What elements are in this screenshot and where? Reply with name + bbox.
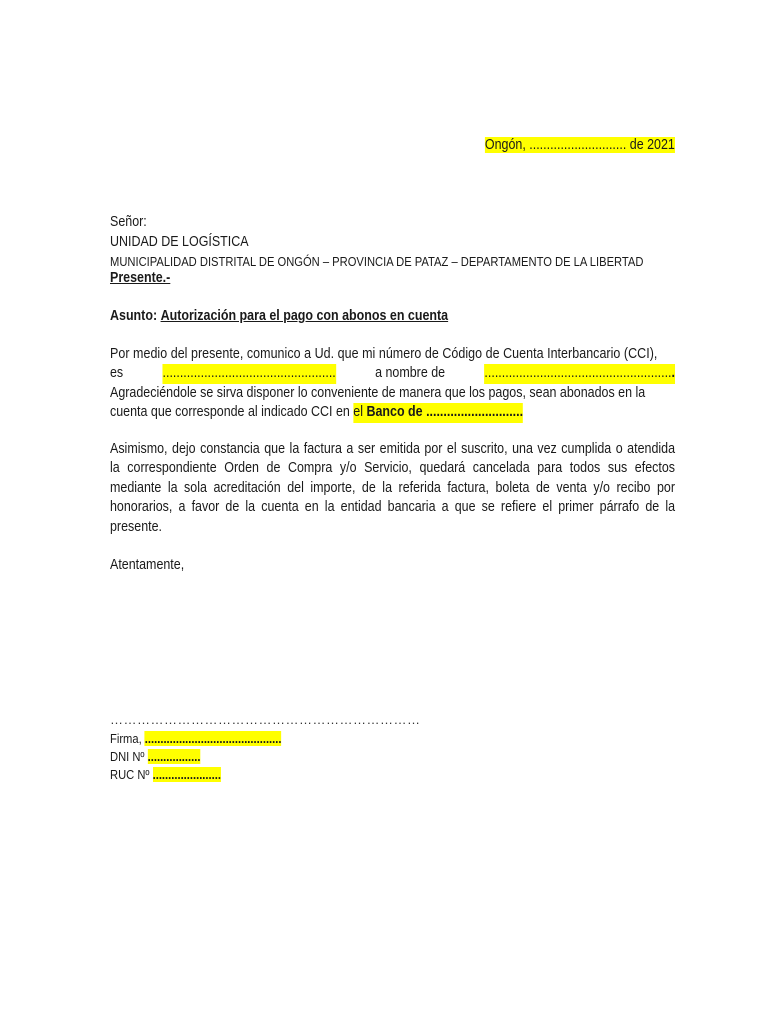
paragraph-1-line-2: es .................................................. a nombre de ....................................................... (110, 364, 675, 383)
paragraph-1-line-1: Por medio del presente, comunico a Ud. que mi número de Código de Cuenta Interbancario (CCI), (110, 346, 658, 362)
paragraph-1 (110, 345, 675, 423)
date-line (454, 137, 675, 153)
date-text: Ongón, ............................ de 2021 (485, 137, 675, 153)
cci-field[interactable]: .................................................. (163, 364, 336, 383)
paragraph-2-line-5: presente. (110, 518, 163, 535)
paragraph-1-line-3: Agradeciéndole se sirva disponer lo conveniente de manera que los pagos, sean abonados en la (110, 384, 646, 401)
paragraph-2 (110, 440, 675, 537)
dni-line: DNI Nº ................. (110, 749, 201, 764)
paragraph-2-line-1: Asimismo, dejo constancia que la factura a ser emitida por el suscrito, una vez cumplida o atendida (110, 441, 676, 457)
bank-field[interactable]: el Banco de ............................ (353, 403, 523, 422)
subject-text: Autorización para el pago con abonos en cuenta (160, 308, 449, 324)
signature-dotted-line: …………………………………………………………… (110, 712, 421, 727)
presente-label: Presente.- (110, 270, 171, 286)
paragraph-2-line-2: la correspondiente Orden de Compra y/o Servicio, quedará cancelada para todos sus efectos (110, 460, 676, 477)
paragraph-1-line-4: cuenta que corresponde al indicado CCI en el Banco de ............................ (110, 403, 675, 422)
paragraph-2-line-4: honorarios, a favor de la cuenta en la entidad bancaria a que se refiere el primer párrafo de la (110, 499, 676, 516)
salutation: Señor: (110, 214, 147, 230)
subject-label: Asunto: (110, 308, 158, 324)
firma-field[interactable]: ............................................ (144, 731, 282, 746)
account-holder-field[interactable]: ....................................................... (484, 364, 675, 383)
recipient-entity: MUNICIPALIDAD DISTRITAL DE ONGÓN – PROVINCIA DE PATAZ – DEPARTAMENTO DE LA LIBERTAD (110, 254, 644, 269)
closing: Atentamente, (110, 557, 185, 573)
recipient-unit: UNIDAD DE LOGÍSTICA (110, 234, 249, 250)
paragraph-2-line-3: mediante la sola acreditación del importe, de la referida factura, boleta de venta y/o recibo por (110, 479, 676, 496)
ruc-line: RUC Nº ...................... (110, 767, 221, 782)
dni-field[interactable]: ................. (147, 749, 201, 764)
subject-line (110, 307, 503, 326)
ruc-field[interactable]: ...................... (152, 767, 221, 782)
firma-line: Firma, ............................................ (110, 731, 282, 746)
